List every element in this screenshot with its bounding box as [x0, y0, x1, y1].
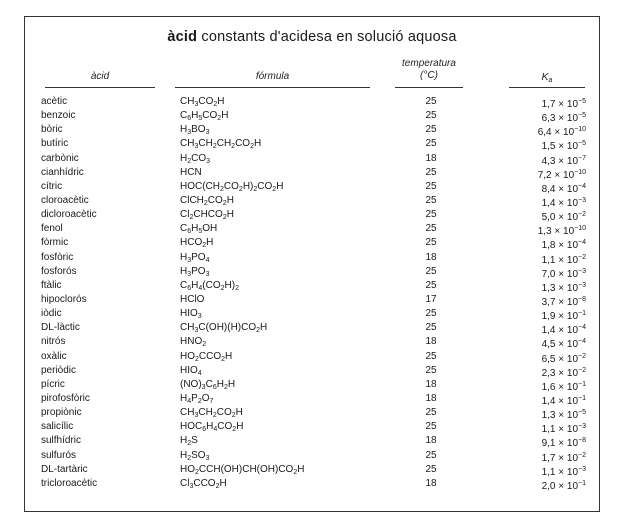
acid-temperature: 25 — [425, 166, 437, 178]
table-row — [25, 434, 599, 448]
acid-name: fosforós — [41, 265, 77, 277]
acid-ka: $9,1 \times 10^{-8}$ — [541, 437, 586, 450]
acid-formula: $HOC(CH_2CO_2H)_2CO_2H$ — [180, 180, 284, 193]
acid-ka: $1,4 \times 10^{-4}$ — [541, 324, 586, 337]
acid-formula: $H_3PO_3$ — [180, 265, 210, 278]
acid-name: sulfurós — [41, 449, 77, 461]
acid-formula: $HO_2CCH(OH)CH(OH)CO_2H$ — [180, 463, 305, 476]
header-ka-subscript: a — [548, 77, 553, 84]
acid-temperature: 18 — [425, 477, 437, 489]
acid-name: pícric — [41, 378, 65, 390]
acid-formula: $C_6H_4(CO_2H)_2$ — [180, 279, 239, 292]
header-temperature-line1: temperatura — [402, 58, 456, 69]
table-row — [25, 222, 599, 236]
acid-ka: $6,5 \times 10^{-2}$ — [541, 352, 586, 365]
table-row — [25, 449, 599, 463]
acid-temperature: 25 — [425, 124, 437, 136]
table-row — [25, 251, 599, 265]
acid-formula: $H_2CO_3$ — [180, 152, 211, 165]
acid-name: acètic — [41, 96, 68, 107]
acid-temperature: 25 — [425, 96, 437, 107]
acid-temperature: 18 — [425, 152, 437, 164]
header-rule-formula — [175, 87, 370, 88]
acid-formula: $H_4P_2O_7$ — [180, 392, 214, 405]
acid-ka: $1,5 \times 10^{-5}$ — [541, 140, 586, 153]
acid-temperature: 25 — [425, 421, 437, 433]
acid-ka: $6,3 \times 10^{-5}$ — [541, 112, 586, 125]
acid-name: salicílic — [41, 421, 74, 433]
acid-ka: $1,1 \times 10^{-2}$ — [541, 253, 586, 266]
acid-formula: HClO — [180, 293, 205, 305]
table-row — [25, 420, 599, 434]
acid-ka: $1,4 \times 10^{-3}$ — [541, 196, 586, 209]
acid-name: fosfòric — [41, 251, 74, 263]
acid-temperature: 25 — [425, 463, 437, 475]
acid-temperature: 25 — [425, 138, 437, 150]
acid-ka: $1,4 \times 10^{-1}$ — [541, 394, 586, 407]
acid-name: benzoic — [41, 110, 76, 122]
acid-temperature: 25 — [425, 279, 437, 291]
acid-formula: $HO_2CCO_2H$ — [180, 350, 233, 363]
table-row — [25, 123, 599, 137]
acid-name: tricloroacètic — [41, 477, 98, 489]
table-row — [25, 166, 599, 180]
table-row — [25, 364, 599, 378]
acid-ka: $2,0 \times 10^{-1}$ — [541, 479, 586, 492]
acid-name: sulfhídric — [41, 435, 82, 447]
acid-temperature: 18 — [425, 435, 437, 447]
acid-ka: $7,0 \times 10^{-3}$ — [541, 267, 586, 280]
acid-temperature: 25 — [425, 449, 437, 461]
acid-temperature: 18 — [425, 336, 437, 348]
acid-name: periòdic — [41, 364, 77, 376]
table-row — [25, 307, 599, 321]
acid-name: fòrmic — [41, 237, 69, 249]
acid-temperature: 25 — [425, 180, 437, 192]
table-row — [25, 335, 599, 349]
header-rule-acid — [45, 87, 155, 88]
acid-name: hipoclorós — [41, 293, 87, 305]
acid-formula: $H_3BO_3$ — [180, 124, 210, 137]
table-row — [25, 350, 599, 364]
table-row — [25, 477, 599, 491]
table-row — [25, 378, 599, 392]
acid-formula: $ClCH_2CO_2H$ — [180, 194, 234, 207]
acid-name: carbònic — [41, 152, 79, 164]
acid-temperature: 25 — [425, 237, 437, 249]
table-row — [25, 406, 599, 420]
acid-name: cianhídric — [41, 166, 84, 178]
header-rule-temperature — [395, 87, 463, 88]
acid-formula: $HCO_2H$ — [180, 237, 214, 250]
acid-temperature: 18 — [425, 251, 437, 263]
acid-name: dicloroacètic — [41, 209, 97, 221]
acid-temperature: 25 — [425, 322, 437, 334]
acid-name: butíric — [41, 138, 69, 150]
header-rule-ka — [509, 87, 585, 88]
acid-formula: HCN — [180, 166, 202, 178]
acid-name: cítric — [41, 180, 63, 192]
table-row — [25, 95, 599, 109]
acid-ka: $1,7 \times 10^{-2}$ — [541, 451, 586, 464]
acid-ka: $1,3 \times 10^{-10}$ — [537, 225, 586, 238]
acid-name: fenol — [41, 223, 63, 235]
header-temperature-line2: (°C) — [420, 70, 438, 81]
acid-temperature: 25 — [425, 265, 437, 277]
table-row — [25, 152, 599, 166]
table-frame — [24, 16, 600, 512]
acid-ka: $2,3 \times 10^{-2}$ — [541, 366, 586, 379]
acid-name: propiònic — [41, 407, 82, 419]
acid-temperature: 25 — [425, 407, 437, 419]
acid-temperature: 25 — [425, 194, 437, 206]
acid-ka: $1,3 \times 10^{-5}$ — [541, 409, 586, 422]
header-acid: àcid — [90, 71, 110, 82]
acid-name: pirofosfòric — [41, 392, 90, 404]
acid-formula: $(NO)_3C_6H_2H$ — [180, 378, 236, 391]
acid-ka: $1,7 \times 10^{-5}$ — [541, 98, 586, 110]
title-rest: constants d'acidesa en solució aquosa — [201, 29, 457, 45]
acid-formula: $Cl_3CCO_2H$ — [180, 477, 227, 490]
table-body — [25, 95, 599, 491]
acid-formula: $HIO_3$ — [180, 308, 202, 321]
acid-ka: $1,8 \times 10^{-4}$ — [541, 239, 586, 252]
acid-formula: $CH_3CH_2CH_2CO_2H$ — [180, 138, 262, 151]
table-title — [25, 29, 599, 45]
acid-ka: $6,4 \times 10^{-10}$ — [537, 126, 586, 139]
acid-temperature: 25 — [425, 110, 437, 122]
acid-ka: $5,0 \times 10^{-2}$ — [541, 211, 586, 224]
table-row — [25, 265, 599, 279]
acid-formula: $HOC_6H_4CO_2H$ — [180, 421, 244, 434]
header-formula: fórmula — [255, 71, 290, 82]
acid-temperature: 25 — [425, 209, 437, 221]
table-row — [25, 180, 599, 194]
acid-name: nitrós — [41, 336, 66, 348]
acid-formula: $H_3PO_4$ — [180, 251, 210, 264]
acid-temperature: 25 — [425, 350, 437, 362]
acid-temperature: 18 — [425, 378, 437, 390]
acid-ka: $1,1 \times 10^{-3}$ — [541, 423, 586, 436]
table-row — [25, 208, 599, 222]
acid-ka: $7,2 \times 10^{-10}$ — [537, 168, 586, 181]
acid-name: iòdic — [41, 308, 62, 320]
table-row — [25, 321, 599, 335]
table-row — [25, 279, 599, 293]
table-row — [25, 392, 599, 406]
title-bold: àcid — [167, 29, 198, 45]
acid-temperature: 25 — [425, 308, 437, 320]
acid-formula: $H_2SO_3$ — [180, 449, 210, 462]
acid-formula: $CH_3C(OH)(H)CO_2H$ — [180, 322, 268, 335]
acid-ka: $8,4 \times 10^{-4}$ — [541, 182, 586, 195]
table-row — [25, 194, 599, 208]
table-row — [25, 463, 599, 477]
acid-formula: $HIO_4$ — [180, 364, 202, 377]
table-row — [25, 236, 599, 250]
table-row — [25, 293, 599, 307]
acid-formula: $C_6H_5CO_2H$ — [180, 110, 229, 123]
table-row — [25, 137, 599, 151]
acid-formula: $H_2S$ — [180, 435, 198, 448]
acid-name: DL-làctic — [41, 322, 80, 334]
acid-ka: $1,3 \times 10^{-3}$ — [541, 281, 586, 294]
acid-temperature: 18 — [425, 392, 437, 404]
header-temperature — [391, 58, 467, 82]
acid-name: oxàlic — [41, 350, 67, 362]
acid-temperature: 25 — [425, 223, 437, 235]
acid-ka: $1,6 \times 10^{-1}$ — [541, 380, 586, 393]
header-ka — [509, 71, 585, 84]
table-row — [25, 109, 599, 123]
acid-ka: $4,3 \times 10^{-7}$ — [541, 154, 586, 167]
acid-ka: $1,1 \times 10^{-3}$ — [541, 465, 586, 478]
acid-ka: $4,5 \times 10^{-4}$ — [541, 338, 586, 351]
acid-temperature: 17 — [425, 293, 437, 305]
header-ka-symbol: K — [541, 71, 549, 83]
acid-name: DL-tartàric — [41, 463, 88, 475]
acid-temperature: 25 — [425, 364, 437, 376]
acid-formula: $CH_3CO_2H$ — [180, 96, 225, 108]
acid-formula: $CH_3CH_2CO_2H$ — [180, 407, 243, 420]
acid-formula: $Cl_2CHCO_2H$ — [180, 209, 234, 222]
acid-formula: $C_6H_5OH$ — [180, 223, 218, 236]
acid-name: bòric — [41, 124, 63, 136]
acid-name: cloroacètic — [41, 194, 89, 206]
acid-name: ftàlic — [41, 279, 62, 291]
acid-formula: $HNO_2$ — [180, 336, 207, 349]
acid-ka: $3,7 \times 10^{-8}$ — [541, 295, 586, 308]
acid-ka: $1,9 \times 10^{-1}$ — [541, 310, 586, 323]
